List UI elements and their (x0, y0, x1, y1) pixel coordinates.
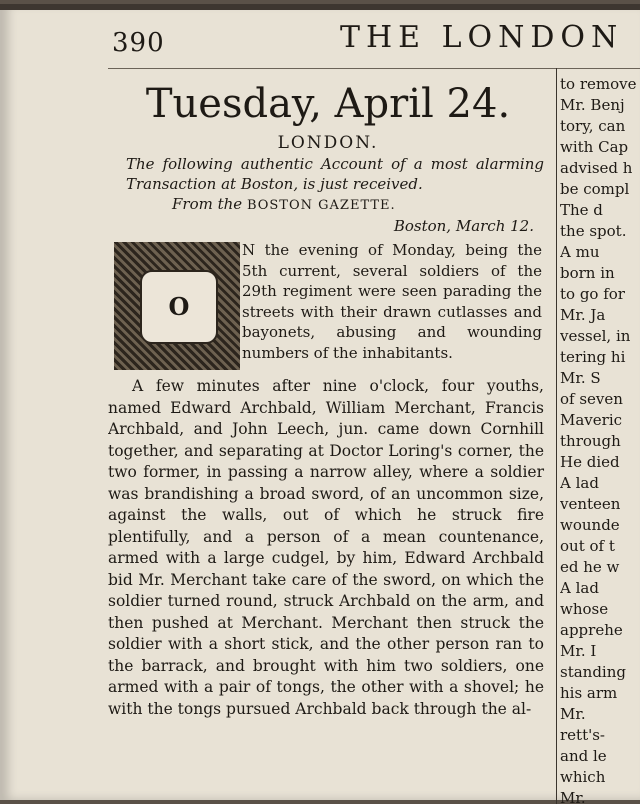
right-column-line: Mr. S (560, 369, 601, 387)
right-column-line: be compl (560, 180, 630, 198)
right-column-line: out of t (560, 537, 615, 555)
first-paragraph (108, 238, 548, 376)
right-column-line: and le (560, 747, 607, 765)
right-column-line: whose (560, 600, 609, 618)
right-column-line: apprehe (560, 621, 623, 639)
newspaper-page (0, 4, 640, 804)
right-column-line: born in (560, 264, 615, 282)
column-rule (556, 68, 557, 804)
page-number: 390 (112, 28, 165, 58)
ornamental-drop-cap (114, 242, 240, 370)
right-column-line: his arm (560, 684, 618, 702)
right-column-line: to go for (560, 285, 625, 303)
masthead: THE LONDON (340, 20, 624, 55)
source-line (172, 194, 548, 216)
right-column-line: Mr. Ja (560, 306, 606, 324)
right-column-line: tering hi (560, 348, 626, 366)
second-paragraph: A few minutes after nine o'clock, four youths, named Edward Archbald, William Merchant, Francis Archbald, and John Leech, jun. came down Cornhill together, and separating at Doctor Loring's corner, the two former, in passing a narrow alley, where a soldier was brandishing a broad sword, of an uncommon size, against the walls, out of which he struck fire plentifully, and a person of a mean countenance, armed with a large cudgel, by him, Edward Archbald bid Mr. Merchant take care of the sword, on which the soldier turned round, struck Archbald on the arm, and then pushed at Merchant. Merchant then struck the soldier with a short stick, and the other person ran to the barrack, and brought with him two soldiers, one armed with a pair of tongs, the other with a shovel; he with the tongs pursued Archbald back through the al- (108, 377, 544, 718)
right-column-line: Mr. (560, 789, 586, 804)
right-column-line: A lad (560, 579, 599, 597)
source-prefix: From the (172, 195, 243, 213)
article-intro: The following authentic Account of a most alarming Transaction at Boston, is just received. (126, 155, 544, 193)
source-name: BOSTON GAZETTE. (246, 198, 396, 213)
right-column-line: The d (560, 201, 603, 219)
right-column-line: to remove (560, 75, 637, 93)
right-column-line: vessel, in (560, 327, 631, 345)
right-column-line: tory, can (560, 117, 626, 135)
right-column-line: with Cap (560, 138, 629, 156)
right-column-line: advised h (560, 159, 633, 177)
dateline: Boston, March 12. (393, 217, 534, 235)
right-column-line: venteen (560, 495, 621, 513)
right-column-line: wounde (560, 516, 620, 534)
right-column-line: rett's- (560, 726, 605, 744)
right-column-line: Mr. Benj (560, 96, 625, 114)
drop-cap-frame (140, 270, 218, 344)
right-column-line: Mr. I (560, 642, 597, 660)
right-column-line: standing (560, 663, 626, 681)
right-column-line: through (560, 432, 621, 450)
right-column-line: A lad (560, 474, 599, 492)
right-column-line: He died (560, 453, 620, 471)
first-paragraph-text: N the evening of Monday, being the 5th current, several soldiers of the 29th regiment were seen parading the streets with their drawn cutlasses and bayonets, abusing and wounding numbers of the inhabitants. (242, 241, 542, 362)
right-column-line: Mr. (560, 705, 586, 723)
right-column-line: Maveric (560, 411, 623, 429)
drop-cap-letter: O (168, 292, 190, 321)
header-rule (108, 68, 640, 69)
right-column-line: which (560, 768, 606, 786)
page-top-edge (0, 4, 640, 10)
right-column-line: A mu (560, 243, 600, 261)
right-column-line: the spot. (560, 222, 627, 240)
right-column (560, 74, 640, 804)
right-column-line: of seven (560, 390, 623, 408)
main-column (108, 74, 548, 804)
right-column-line: ed he w (560, 558, 620, 576)
date-heading: Tuesday, April 24. (145, 81, 511, 127)
section-heading: LONDON. (277, 133, 379, 153)
